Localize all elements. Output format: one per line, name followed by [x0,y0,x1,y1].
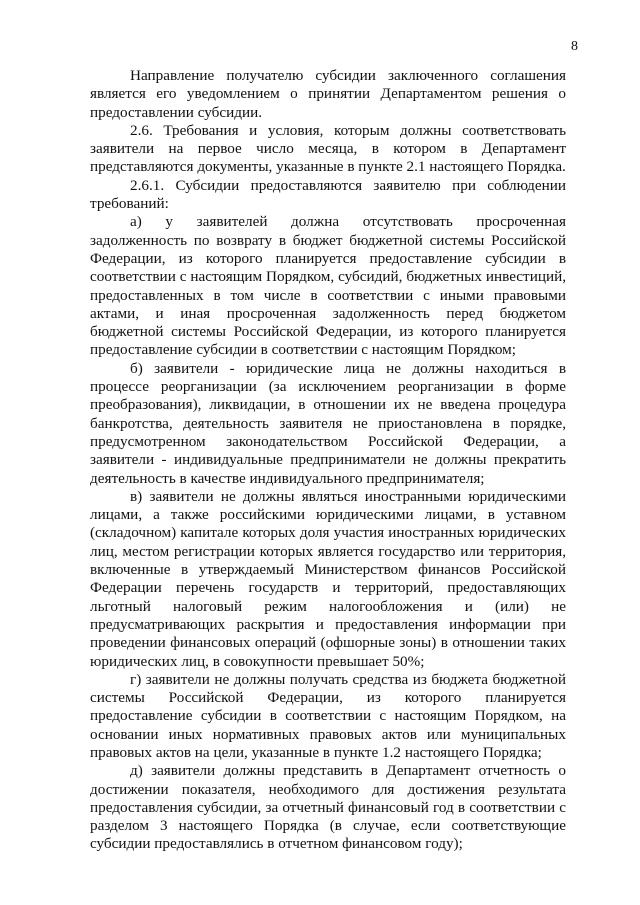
paragraph-item-d: д) заявители должны представить в Департамент отчетность о достижении показателя, необходимого для достижения результата предоставления субсидии, за отчетный финансовый год в соответствии с разделом 3 настоящего Порядка (в случае, если соответствующие субсидии предоставлялись в отчетном финансовом году); [90,762,566,853]
document-body [90,67,566,854]
paragraph-2-6-1-conditions: 2.6.1. Субсидии предоставляются заявителю при соблюдении требований: [90,176,566,213]
paragraph-2-6-requirements: 2.6. Требования и условия, которым должны соответствовать заявители на первое число месяца, в котором в Департамент представляются документы, указанные в пункте 2.1 настоящего Порядка. [90,121,566,176]
paragraph-item-a: а) у заявителей должна отсутствовать просроченная задолженность по возврату в бюджет бюджетной системы Российской Федерации, из которого планируется предоставление субсидии в соответствии с настоящим Порядком, субсидий, бюджетных инвестиций, предоставленных в том числе в соответствии с иными правовыми актами, и иная просроченная задолженность перед бюджетом бюджетной системы Российской Федерации, из которого планируется предоставление субсидии в соответствии с настоящим Порядком; [90,213,566,359]
paragraph-item-g: г) заявители не должны получать средства из бюджета бюджетной системы Российской Федерации, из которого планируется предоставление субсидии в соответствии с настоящим Порядком, на основании иных нормативных правовых актов или муниципальных правовых актов на цели, указанные в пункте 1.2 настоящего Порядка; [90,670,566,761]
paragraph-subsidy-notification: Направление получателю субсидии заключенного соглашения является его уведомлением о принятии Департаментом решения о предоставлении субсидии. [90,67,566,121]
page-number: 8 [571,39,578,54]
paragraph-item-v: в) заявители не должны являться иностранными юридическими лицами, а также российскими юридическими лицами, в уставном (складочном) капитале которых доля участия иностранных юридических лиц, местом регистрации которых является государство или территория, включенные в утверждаемый Министерством финансов Российской Федерации перечень государств и территорий, предоставляющих льготный налоговый режим налогообложения и (или) не предусматривающих раскрытия и предоставления информации при проведении финансовых операций (офшорные зоны) в отношении таких юридических лиц, в совокупности превышает 50%; [90,487,566,670]
paragraph-item-b: б) заявители - юридические лица не должны находиться в процессе реорганизации (за исключением реорганизации в форме преобразования), ликвидации, в отношении их не введена процедура банкротства, деятельность заявителя не приостановлена в порядке, предусмотренном законодательством Российской Федерации, а заявители - индивидуальные предприниматели не должны прекратить деятельность в качестве индивидуального предпринимателя; [90,359,566,487]
